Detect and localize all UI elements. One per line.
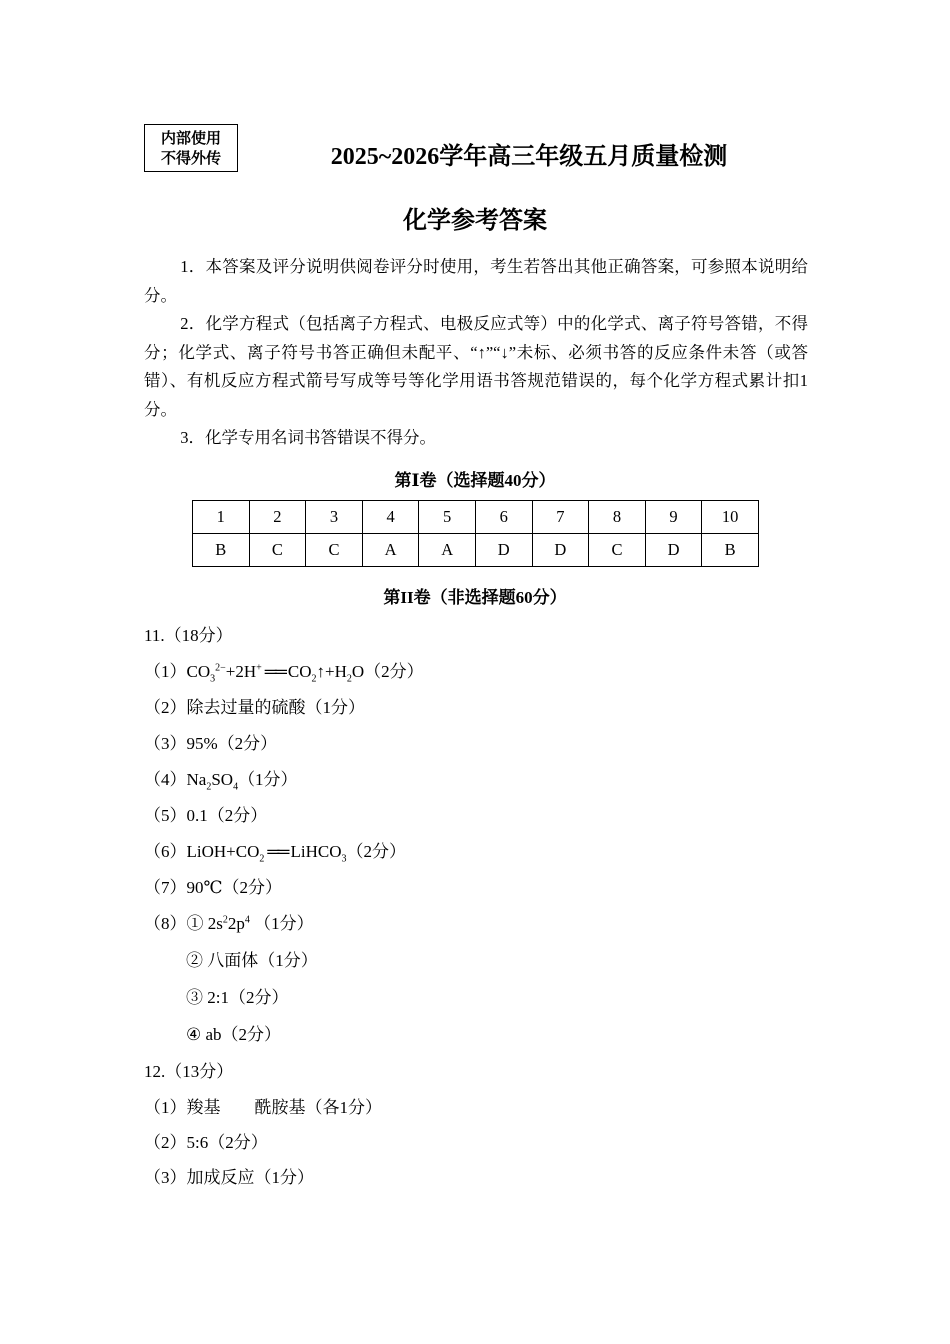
answer-cell: A [419,534,476,567]
q12-answer-3: （3）加成反应（1分） [144,1168,314,1187]
exam-title: 2025~2026学年高三年级五月质量检测 [330,144,728,170]
note-2: 2．化学方程式（包括离子方程式、电极反应式等）中的化学式、离子符号答错，不得分；化学式、离子符号书答正确但未配平、“↑”“↓”未标、必须书答的反应条件未答（或答错）、有机反应方程式箭号写成等号等化学用语书答规范错误的，每个化学方程式累计扣1分。 [144,314,808,419]
q11-answer-8: （8）① $2s^22p^4$ （1分） [144,914,314,933]
question-number: 7 [532,501,589,534]
q12-header: 12.（13分） [144,1062,234,1081]
question-number: 10 [702,501,759,534]
section-2-heading: 第II卷（非选择题60分） [383,588,567,607]
question-number: 4 [362,501,419,534]
answer-key-subtitle: 化学参考答案 [403,208,547,234]
answer-cell: A [362,534,419,567]
q11-answer-8-3: ③ 2:1（2分） [186,988,289,1007]
stamp-line-2: 不得外传 [160,149,221,167]
answer-row [193,534,759,567]
stamp-line-1: 内部使用 [160,129,221,147]
answer-cell: C [249,534,306,567]
answer-cell: D [645,534,702,567]
question-number: 2 [249,501,306,534]
q11-answer-6: $(6)LiOH+CO_2$ ══ LiHCO$_3$（2分） [144,842,406,865]
question-number: 1 [193,501,250,534]
question-number: 6 [475,501,532,534]
section-1-heading: 第Ⅰ卷（选择题40分） [394,471,556,490]
note-3: 3．化学专用名词书答错误不得分。 [180,428,437,447]
answer-cell: B [702,534,759,567]
question-number: 5 [419,501,476,534]
q11-answer-4: $(4)Na_2SO_4(1$分） [144,770,298,793]
question-number: 9 [645,501,702,534]
question-number-row [193,501,759,534]
answer-cell: B [193,534,250,567]
answer-cell: D [532,534,589,567]
q12-answer-2: （2）5:6（2分） [144,1133,268,1152]
answer-cell: C [589,534,646,567]
q11-header: 11.（18分） [144,626,233,645]
q12-answer-1: （1）羧基 酰胺基（各1分） [144,1098,382,1117]
question-number: 8 [589,501,646,534]
q11-answer-8-4: ④ ab（2分） [186,1025,282,1044]
question-number: 3 [306,501,363,534]
grading-notes [144,253,808,453]
q11-answer-7: （7）90℃（2分） [144,878,283,897]
note-1: 1．本答案及评分说明供阅卷评分时使用，考生若答出其他正确答案，可参照本说明给分。 [144,257,808,305]
answer-cell: D [475,534,532,567]
q11-answer-3: （3）95%（2分） [144,734,278,753]
q11-answer-1: $(1)CO_3^{2-}+2H^+$ ══ $CO_2↑+H_2O(2$分） [144,662,424,685]
q11-answer-2: （2）除去过量的硫酸（1分） [144,698,365,717]
answer-cell: C [306,534,363,567]
multiple-choice-answer-table [192,500,759,567]
q11-answer-8-2: ② 八面体（1分） [186,951,318,970]
q11-answer-5: （5）0.1（2分） [144,806,268,825]
